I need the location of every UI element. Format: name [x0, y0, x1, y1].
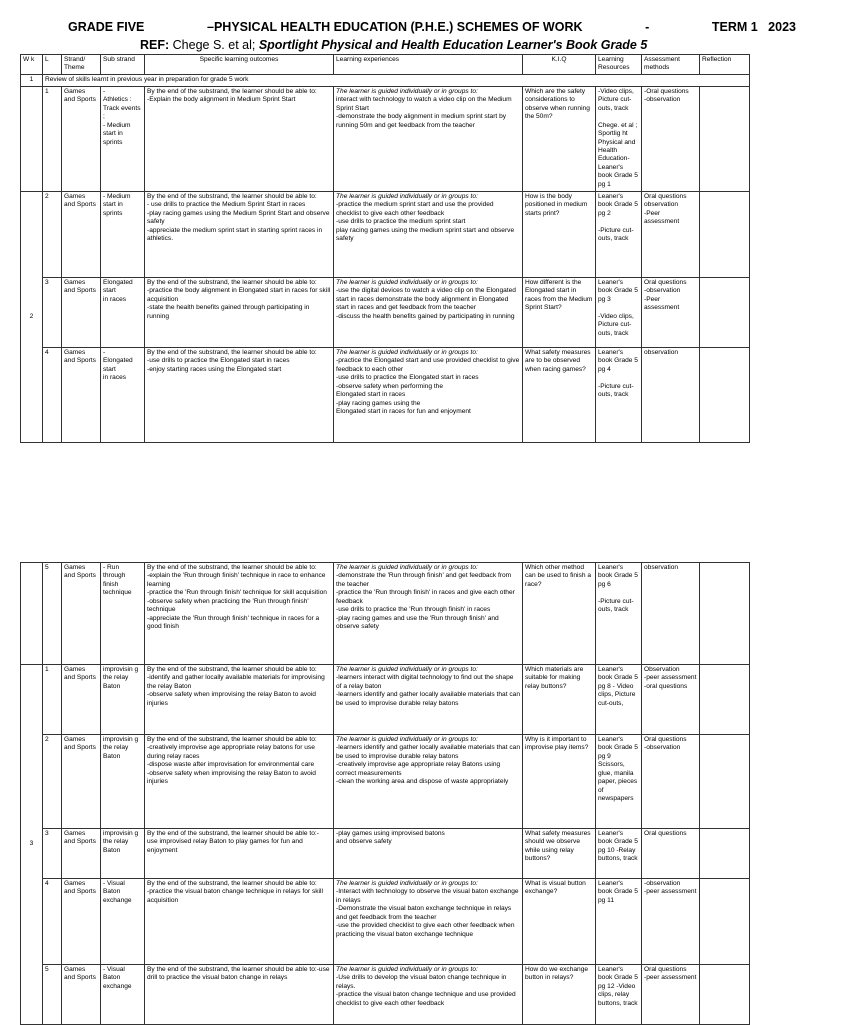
experience-line: -practice the Elongated start and use provided checklist to give feedback to each other: [336, 357, 520, 373]
experiences-cell: [334, 277, 523, 347]
kiq-cell: Which are the safety considerations to observe when running the 50m?: [523, 86, 596, 191]
substrand-line: -: [103, 348, 106, 356]
experience-line: The learner is guided individually or in groups to:: [336, 966, 478, 973]
experiences-cell: [334, 879, 523, 965]
substrand-line: - Medium start in sprints: [103, 192, 131, 217]
outcomes-cell: [145, 735, 334, 829]
experience-line: The learner is guided individually or in groups to:: [336, 348, 478, 356]
assessment-cell: [642, 735, 700, 829]
substrand-line: Athletics : Track events ;: [103, 96, 141, 121]
resources-cell: [596, 879, 642, 965]
outcome-line: -practice the body alignment in Elongated start in races for skill acquisition: [147, 287, 331, 303]
lesson-cell: 4: [43, 347, 62, 442]
strand-cell: Games and Sports: [62, 879, 101, 965]
outcome-line: By the end of the substrand, the learner should be able to:: [147, 192, 317, 200]
outcome-line: -identify and gather locally available materials for improvising the relay Baton: [147, 674, 325, 690]
resources-cell: [596, 86, 642, 191]
week-cell: [21, 86, 43, 191]
experience-line: -use drills to practice the 'Run through finish' in races: [336, 606, 491, 614]
assessment-line: -Peer assessment: [644, 295, 680, 312]
outcome-line: -enjoy starting races using the Elongated start: [147, 365, 282, 373]
table-row: [21, 829, 750, 879]
experience-line: The learner is guided individually or in groups to:: [336, 736, 478, 743]
assessment-line: -Peer assessment: [644, 209, 680, 226]
experiences-cell: [334, 665, 523, 735]
outcome-line: -appreciate the medium sprint start in starting sprint races in athletics.: [147, 226, 323, 243]
substrand-line: -: [103, 87, 106, 95]
substrand-line: - Visual Baton exchange: [103, 880, 132, 904]
kiq-cell: How do we exchange button in relays?: [523, 965, 596, 1025]
outcome-line: -observe safety when practicing the 'Run through finish' technique: [147, 597, 309, 614]
lesson-cell: 3: [43, 829, 62, 879]
table-row: [21, 277, 750, 347]
experience-line: -practice the medium sprint start and use the provided checklist to give each other feedback: [336, 201, 494, 217]
assessment-line: -observation: [644, 287, 681, 295]
reflection-cell: [700, 86, 750, 191]
assessment-cell: [642, 829, 700, 879]
resource-line: -Picture cut-outs, track: [598, 597, 634, 614]
assessment-cell: [642, 665, 700, 735]
table-row: [21, 347, 750, 442]
outcome-line: -observe safety when improvising the relay Baton to avoid injuries: [147, 769, 316, 786]
outcomes-cell: [145, 563, 334, 665]
resource-line: Leaner's book Grade 5 pg 12 -Video clips, relay buttons, track: [598, 966, 638, 1007]
reflection-cell: [700, 735, 750, 829]
substrand-cell: [101, 277, 145, 347]
experiences-cell: [334, 86, 523, 191]
title-dash: -: [645, 20, 650, 34]
scheme-table-page-bottom: [20, 562, 750, 1025]
review-row: [21, 74, 750, 86]
outcomes-cell: [145, 277, 334, 347]
strand-cell: Games and Sports: [62, 965, 101, 1025]
col-resources: Learning Resources: [596, 55, 642, 75]
table-row: [21, 735, 750, 829]
experience-line: -use drills to practice the medium sprint start: [336, 218, 466, 226]
experience-line: -use the provided checklist to give each other feedback when practicing the visual baton exchange technique: [336, 922, 515, 938]
experience-line: The learner is guided individually or in groups to:: [336, 880, 478, 887]
experience-line: -play racing games using the: [336, 399, 421, 407]
reflection-cell: [700, 965, 750, 1025]
experience-line: -learners identify and gather locally available materials that can be used to improvise durable relay batons: [336, 744, 520, 760]
kiq-cell: Why is it important to improvise play items?: [523, 735, 596, 829]
kiq-cell: What safety measures are to be observed when racing games?: [523, 347, 596, 442]
resources-cell: [596, 191, 642, 277]
col-substrand: Sub strand: [101, 55, 145, 75]
lesson-cell: 1: [43, 665, 62, 735]
outcome-line: By the end of the substrand, the learner should be able to:- use improvised relay Baton to play games for fun and enjoyment: [147, 830, 319, 854]
outcome-line: - use drills to practice the Medium Sprint Start in races: [147, 201, 306, 209]
table-row: [21, 86, 750, 191]
kiq-cell: How is the body positioned in medium starts print?: [523, 191, 596, 277]
col-strand: Strand/ Theme: [62, 55, 101, 75]
year-value: 2023: [768, 20, 796, 34]
assessment-line: -Oral questions: [644, 87, 689, 95]
outcome-line: By the end of the substrand, the learner should be able to:-use drill to practice the visual baton change in relays: [147, 966, 330, 982]
assessment-cell: [642, 879, 700, 965]
experience-line: The learner is guided individually or in groups to:: [336, 278, 478, 286]
assessment-line: -oral questions: [644, 682, 688, 690]
experience-line: Elongated start in races for fun and enjoyment: [336, 407, 471, 415]
resource-line: -Picture cut-outs, track: [598, 382, 634, 399]
resources-cell: [596, 829, 642, 879]
reflection-cell: [700, 191, 750, 277]
strand-cell: Games and Sports: [62, 86, 101, 191]
week-cell: 1: [21, 74, 43, 86]
resources-cell: [596, 563, 642, 665]
lesson-cell: 2: [43, 735, 62, 829]
experience-line: -use drills to practice the Elongated start in races: [336, 374, 479, 382]
experience-line: -learners interact with digital technology to find out the shape of a relay baton: [336, 674, 514, 690]
resource-line: Chege. et al ; Sportlig ht Physical and Health Education- Leaner's book Grade 5 pg 1: [598, 121, 638, 188]
assessment-cell: [642, 191, 700, 277]
resource-line: Leaner's book Grade 5 pg 4: [598, 348, 638, 373]
ref-book-title: Sportlight Physical and Health Education Learner's Book Grade 5: [255, 38, 648, 52]
experience-line: The learner is guided individually or in groups to:: [336, 666, 478, 673]
assessment-line: Oral questions: [644, 192, 687, 200]
review-text: Review of skills learnt in previous year in preparation for grade 5 work: [43, 74, 750, 86]
substrand-cell: [101, 347, 145, 442]
experience-line: The learner is guided individually or in groups to:: [336, 87, 478, 95]
outcome-line: -play racing games using the Medium Sprint Start and observe safety: [147, 209, 330, 226]
experience-line: -discuss the health benefits gained by participating in running: [336, 312, 515, 320]
resource-line: -Video clips, Picture cut-outs, track: [598, 312, 634, 337]
lesson-cell: 2: [43, 191, 62, 277]
experience-line: -creatively improvise age appropriate relay Batons using correct measurements: [336, 761, 501, 777]
outcome-line: By the end of the substrand, the learner should be able to:: [147, 880, 317, 887]
outcome-line: -Explain the body alignment in Medium Sprint Start: [147, 96, 296, 104]
outcome-line: -appreciate the 'Run through finish' technique in races for a good finish: [147, 614, 320, 631]
outcome-line: By the end of the substrand, the learner should be able to:: [147, 87, 317, 95]
substrand-line: in races: [103, 374, 127, 382]
outcome-line: By the end of the substrand, the learner should be able to:: [147, 278, 317, 286]
strand-cell: Games and Sports: [62, 191, 101, 277]
resource-line: Leaner's book Grade 5 pg 2: [598, 192, 638, 217]
experience-line: -Demonstrate the visual baton exchange technique in relays and get feedback from the teacher: [336, 905, 512, 921]
substrand-cell: [101, 86, 145, 191]
lesson-cell: 5: [43, 965, 62, 1025]
experience-line: -practice the 'Run through finish' in races and give each other feedback: [336, 589, 515, 605]
resource-line: Leaner's book Grade 5 pg 9 Scissors, glue, manila paper, pieces of newspapers: [598, 736, 638, 803]
reflection-cell: [700, 563, 750, 665]
substrand-cell: [101, 191, 145, 277]
col-assessment: Assessment methods: [642, 55, 700, 75]
outcomes-cell: [145, 829, 334, 879]
strand-cell: Games and Sports: [62, 347, 101, 442]
table-row: [21, 879, 750, 965]
assessment-line: observation: [644, 201, 679, 209]
resources-cell: [596, 965, 642, 1025]
assessment-line: -observation: [644, 744, 681, 752]
strand-cell: Games and Sports: [62, 665, 101, 735]
col-week: W k: [21, 55, 43, 75]
substrand-line: Elongated start: [103, 278, 133, 295]
experiences-cell: [334, 735, 523, 829]
assessment-line: Oral questions: [644, 278, 687, 286]
grade-label: GRADE FIVE: [68, 20, 145, 34]
outcomes-cell: [145, 665, 334, 735]
resource-line: Leaner's book Grade 5 pg 10 -Relay buttons, track: [598, 830, 638, 863]
experience-line: Elongated start in races: [336, 391, 406, 399]
substrand-line: - Medium start in sprints: [103, 121, 131, 146]
assessment-cell: [642, 277, 700, 347]
substrand-cell: [101, 735, 145, 829]
experience-line: -use the digital devices to watch a video clip on the Elongated start in races demonstrate the body alignment in Elongated start in races and get feedback from the teacher: [336, 287, 516, 312]
kiq-cell: Which other method can be used to finish a race?: [523, 563, 596, 665]
assessment-line: -peer assessment: [644, 974, 697, 982]
assessment-line: Oral questions: [644, 966, 687, 973]
table-row: [21, 665, 750, 735]
outcome-line: -state the health benefits gained through participating in running: [147, 304, 310, 320]
resource-line: Leaner's book Grade 5 pg 11: [598, 880, 638, 904]
experience-line: -demonstrate the body alignment in medium sprint start by running 50m and get feedback from the teacher: [336, 113, 507, 129]
resources-cell: [596, 735, 642, 829]
week-cell: [21, 563, 43, 665]
substrand-line: in races: [103, 295, 127, 303]
experiences-cell: [334, 191, 523, 277]
outcomes-cell: [145, 879, 334, 965]
experience-line: play racing games using the medium sprint start and observe safety: [336, 226, 515, 243]
substrand-line: improvisin g the relay Baton: [103, 736, 139, 760]
assessment-line: -observation: [644, 880, 681, 887]
experiences-cell: [334, 829, 523, 879]
outcome-line: -practice the visual baton change technique in relays for skill acquisition: [147, 888, 323, 904]
table-row: [21, 563, 750, 665]
subject-label: –PHYSICAL HEALTH EDUCATION (P.H.E.) SCHEMES OF WORK: [207, 20, 583, 34]
outcome-line: -dispose waste after improvisation for environmental care: [147, 761, 315, 769]
strand-cell: Games and Sports: [62, 735, 101, 829]
experiences-cell: [334, 347, 523, 442]
outcomes-cell: [145, 347, 334, 442]
lesson-cell: 4: [43, 879, 62, 965]
assessment-cell: [642, 347, 700, 442]
outcome-line: By the end of the substrand, the learner should be able to:: [147, 736, 317, 743]
lesson-cell: 3: [43, 277, 62, 347]
kiq-cell: How different is the Elongated start in races from the Medium Sprint Start?: [523, 277, 596, 347]
col-kiq: K.I.Q: [523, 55, 596, 75]
experience-line: -play racing games and use the 'Run through finish' and observe safety: [336, 614, 499, 631]
reflection-cell: [700, 277, 750, 347]
experience-line: -learners identify and gather locally available materials that can be used to improvise durable relay batons: [336, 691, 520, 707]
experience-line: The learner is guided individually or in groups to:: [336, 192, 478, 200]
substrand-line: - Run through finish technique: [103, 564, 132, 597]
resources-cell: [596, 665, 642, 735]
assessment-line: observation: [644, 348, 679, 356]
substrand-cell: [101, 965, 145, 1025]
assessment-line: observation: [644, 564, 679, 571]
assessment-cell: [642, 965, 700, 1025]
table-row: [21, 965, 750, 1025]
reflection-cell: [700, 879, 750, 965]
experience-line: The learner is guided individually or in groups to:: [336, 564, 478, 571]
term-label: [712, 20, 796, 34]
experience-line: -Use drills to develop the visual baton change technique in relays.: [336, 974, 507, 990]
table-body-top: [21, 74, 750, 442]
assessment-cell: [642, 563, 700, 665]
assessment-line: -observation: [644, 96, 681, 104]
outcomes-cell: [145, 191, 334, 277]
reflection-cell: [700, 829, 750, 879]
outcome-line: By the end of the substrand, the learner should be able to:: [147, 348, 317, 356]
col-experiences: Learning experiences: [334, 55, 523, 75]
resources-cell: [596, 347, 642, 442]
col-reflection: Reflection: [700, 55, 750, 75]
kiq-cell: What is visual button exchange?: [523, 879, 596, 965]
substrand-cell: [101, 665, 145, 735]
week-cell: 2: [21, 191, 43, 442]
scheme-table-page-top: [20, 54, 750, 443]
resource-line: Leaner's book Grade 5 pg 8 - Video clips, Picture cut-outs,: [598, 666, 638, 707]
experience-line: -observe safety when performing the: [336, 382, 444, 390]
ref-label: REF:: [140, 38, 170, 52]
outcomes-cell: [145, 86, 334, 191]
lesson-cell: 1: [43, 86, 62, 191]
outcome-line: -use drills to practice the Elongated start in races: [147, 357, 290, 365]
experience-line: interact with technology to watch a video clip on the Medium Sprint Start: [336, 96, 512, 112]
experience-line: -practice the visual baton change technique and use provided checklist to give each other feedback: [336, 991, 516, 1007]
outcome-line: -observe safety when improvising the relay Baton to avoid injuries: [147, 691, 316, 707]
reference-line: [20, 38, 868, 52]
outcomes-cell: [145, 965, 334, 1025]
resource-line: Leaner's book Grade 5 pg 6: [598, 564, 638, 588]
assessment-line: Oral questions: [644, 830, 687, 837]
substrand-cell: [101, 563, 145, 665]
ref-author: Chege S. et al;: [169, 38, 256, 52]
resource-line: Leaner's book Grade 5 pg 3: [598, 278, 638, 303]
substrand-line: improvisin g the relay Baton: [103, 666, 139, 690]
reflection-cell: [700, 347, 750, 442]
substrand-cell: [101, 829, 145, 879]
experience-line: -demonstrate the 'Run through finish' and get feedback from the teacher: [336, 572, 512, 588]
experience-line: -play games using improvised batons: [336, 830, 445, 837]
table-row: [21, 191, 750, 277]
outcome-line: By the end of the substrand, the learner should be able to:: [147, 564, 317, 571]
resource-line: -Video clips, Picture cut-outs, track: [598, 87, 634, 112]
substrand-line: Elongated start: [103, 357, 133, 373]
table-header-row: [21, 55, 750, 75]
resources-cell: [596, 277, 642, 347]
strand-cell: Games and Sports: [62, 563, 101, 665]
outcome-line: -creatively improvise age appropriate relay batons for use during relay races: [147, 744, 315, 760]
experiences-cell: [334, 563, 523, 665]
reflection-cell: [700, 665, 750, 735]
substrand-line: - Visual Baton exchange: [103, 966, 132, 990]
outcome-line: By the end of the substrand, the learner should be able to:: [147, 666, 317, 673]
term-value: TERM 1: [711, 20, 758, 34]
strand-cell: Games and Sports: [62, 829, 101, 879]
kiq-cell: What safety measures should we observe while using relay buttons?: [523, 829, 596, 879]
table-body-bottom: [21, 563, 750, 1025]
experience-line: and observe safety: [336, 838, 392, 846]
substrand-line: improvisin g the relay Baton: [103, 830, 139, 854]
outcome-line: -practice the 'Run through finish' technique for skill acquisition: [147, 589, 327, 597]
week-cell: 3: [21, 665, 43, 1025]
document-title: [20, 20, 816, 34]
strand-cell: Games and Sports: [62, 277, 101, 347]
assessment-line: -peer assessment: [644, 888, 697, 896]
substrand-cell: [101, 879, 145, 965]
assessment-line: Oral questions: [644, 736, 687, 743]
assessment-cell: [642, 86, 700, 191]
experience-line: -Interact with technology to observe the visual baton exchange in relays: [336, 888, 519, 904]
lesson-cell: 5: [43, 563, 62, 665]
col-lesson: L: [43, 55, 62, 75]
assessment-line: Observation: [644, 666, 680, 673]
experiences-cell: [334, 965, 523, 1025]
col-outcomes: Specific learning outcomes: [145, 55, 334, 75]
assessment-line: -peer assessment: [644, 674, 697, 682]
experience-line: -clean the working area and dispose of waste appropriately: [336, 778, 509, 786]
kiq-cell: Which materials are suitable for making relay buttons?: [523, 665, 596, 735]
resource-line: -Picture cut-outs, track: [598, 226, 634, 243]
outcome-line: -explain the 'Run through finish' technique in race to enhance learning: [147, 572, 326, 588]
